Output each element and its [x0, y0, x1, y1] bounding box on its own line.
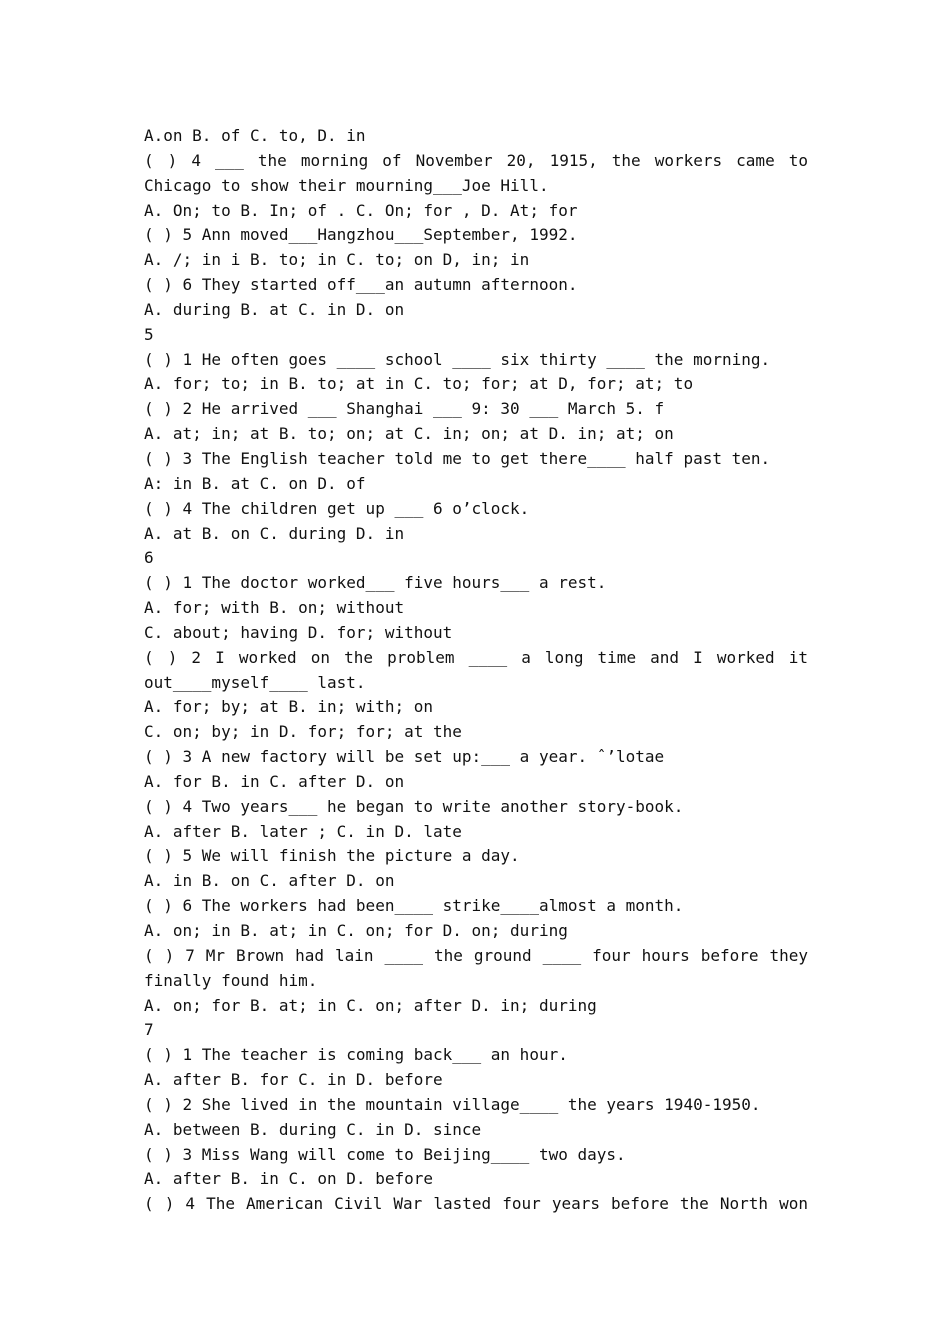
text-line: ( ) 1 The doctor worked___ five hours___ a rest. — [144, 573, 607, 593]
text-line: A. after B. in C. on D. before — [144, 1169, 433, 1189]
text-line: ( ) 2 She lived in the mountain village____ the years 1940-1950. — [144, 1094, 761, 1114]
text-line: ( ) 4 Two years___ he began to write another story-book. — [144, 796, 684, 816]
document-page — [144, 124, 808, 1217]
text-line: 5 — [144, 324, 154, 344]
text-line: A. for; to; in B. to; at in C. to; for; at D, for; at; to — [144, 374, 694, 394]
text-line: A. on; in B. at; in C. on; for D. on; during — [144, 921, 568, 940]
text-line: ( ) 4 The American Civil War lasted four years before the North won — [144, 1194, 808, 1214]
text-line: 7 — [144, 1020, 154, 1040]
text-line: ( ) 6 They started off___an autumn afternoon. — [144, 275, 578, 295]
text-line: Chicago to show their mourning___Joe Hill. — [144, 175, 549, 195]
text-line: A. on; for B. at; in C. on; after D. in; during — [144, 995, 597, 1015]
text-line: A.on B. of C. to, D. in — [144, 126, 366, 145]
text-line: ( ) 2 He arrived ___ Shanghai ___ 9: 30 ___ March 5. f — [144, 399, 665, 419]
text-line: C. on; by; in D. for; for; at the — [144, 722, 462, 742]
text-line: A. after B. for C. in D. before — [144, 1070, 443, 1090]
text-line: ( ) 1 The teacher is coming back___ an hour. — [144, 1045, 568, 1065]
text-line: ( ) 4 ___ the morning of November 20, 1915, the workers came to — [144, 150, 808, 170]
text-line: ( ) 2 I worked on the problem ____ a long time and I worked it — [144, 647, 808, 667]
text-line: A. On; to B. In; of . C. On; for , D. At; for — [144, 200, 578, 220]
text-line: A. after B. later ; C. in D. late — [144, 821, 462, 841]
text-line: A. /; in i B. to; in C. to; on D, in; in — [144, 250, 530, 270]
text-line: 6 — [144, 548, 154, 568]
text-line: ( ) 7 Mr Brown had lain ____ the ground ____ four hours before they — [144, 945, 808, 965]
text-line: ( ) 4 The children get up ___ 6 o’clock. — [144, 498, 530, 518]
text-line: ( ) 3 The English teacher told me to get there____ half past ten. — [144, 448, 771, 468]
text-line: ( ) 3 A new factory will be set up:___ a year. ˆ’lotae — [144, 747, 665, 767]
text-line: finally found him. — [144, 970, 318, 990]
text-line: A. for B. in C. after D. on — [144, 771, 405, 791]
text-line: A. between B. during C. in D. since — [144, 1119, 482, 1139]
text-line: A. at; in; at B. to; on; at C. in; on; at D. in; at; on — [144, 424, 674, 444]
text-line: ( ) 5 Ann moved___Hangzhou___September, 1992. — [144, 225, 578, 245]
text-line: ( ) 5 We will finish the picture a day. — [144, 846, 520, 866]
text-line: A. during B. at C. in D. on — [144, 299, 405, 319]
text-line: A. at B. on C. during D. in — [144, 523, 405, 543]
text-line: ( ) 1 He often goes ____ school ____ six thirty ____ the morning. — [144, 349, 771, 369]
text-line: ( ) 3 Miss Wang will come to Beijing____ two days. — [144, 1144, 626, 1164]
text-line: A. for; with B. on; without — [144, 598, 405, 618]
text-line: A: in B. at C. on D. of — [144, 473, 366, 493]
text-line: C. about; having D. for; without — [144, 622, 453, 642]
text-line: ( ) 6 The workers had been____ strike____almost a month. — [144, 896, 684, 916]
text-line: A. in B. on C. after D. on — [144, 871, 395, 891]
text-line: out____myself____ last. — [144, 672, 366, 692]
text-line: A. for; by; at B. in; with; on — [144, 697, 433, 717]
